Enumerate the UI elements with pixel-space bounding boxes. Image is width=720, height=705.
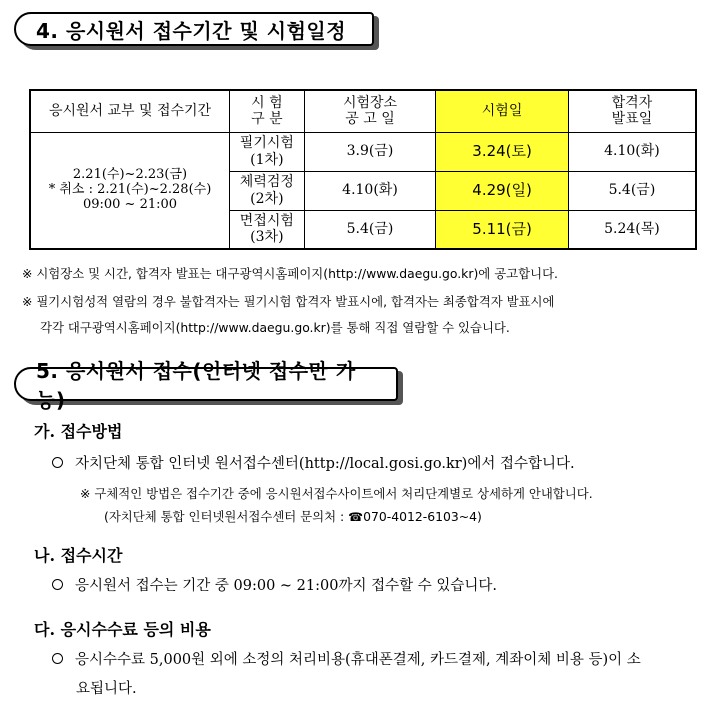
bullet-fee-text: 응시수수료 5,000원 외에 소정의 처리비용(휴대폰결제, 카드결제, 계좌이체 비용 등)이 소 (75, 652, 641, 668)
bullet-time (52, 574, 497, 595)
division-cell (230, 132, 305, 171)
period-line3: 09:00 ~ 21:00 (82, 196, 178, 212)
result-cell: 4.10(화) (568, 132, 696, 171)
section-5-title-text: 5. 응시원서 접수(인터넷 접수만 가능) (36, 359, 356, 412)
exam-date-cell: 3.24(토) (436, 132, 569, 171)
subheading-method: 가. 접수방법 (34, 422, 123, 441)
circle-bullet-icon (52, 653, 63, 664)
table-row (30, 132, 696, 171)
note-announcement: ※ 시험장소 및 시간, 합격자 발표는 대구광역시홈페이지(http://www.daegu.go.kr)에 공고합니다. (22, 266, 558, 281)
note-score-viewing-cont: 각각 대구광역시홈페이지(http://www.daegu.go.kr)를 통해 직접 열람할 수 있습니다. (40, 320, 510, 335)
note-contact (104, 507, 482, 525)
header-result-line2: 발표일 (611, 111, 653, 128)
note-contact-prefix: (자치단체 통합 인터넷원서접수센터 문의처 : (104, 509, 349, 524)
circle-bullet-icon (52, 457, 63, 468)
header-division (230, 90, 305, 132)
note-score-viewing: ※ 필기시험성적 열람의 경우 불합격자는 필기시험 합격자 발표시에, 합격자는 최종합격자 발표시에 (22, 294, 555, 309)
subheading-time: 나. 접수시간 (34, 546, 123, 565)
note-method-detail: ※ 구체적인 방법은 접수기간 중에 응시원서접수사이트에서 처리단계별로 상세하게 안내합니다. (80, 486, 593, 501)
division-line2: (1차) (250, 151, 284, 168)
header-exam-date: 시험일 (436, 90, 569, 132)
note-contact-phone: 070-4012-6103~4) (363, 509, 482, 524)
bullet-method-text: 자치단체 통합 인터넷 원서접수센터(http://local.gosi.go.kr)에서 접수합니다. (75, 456, 575, 472)
period-cell (30, 132, 230, 249)
division-line2: (3차) (250, 229, 284, 246)
division-cell (230, 171, 305, 210)
header-place-line1: 시험장소 (342, 95, 398, 112)
section-5-title (14, 359, 398, 412)
period-line2: * 취소 : 2.21(수)~2.28(수) (48, 181, 212, 197)
place-cell: 3.9(금) (304, 132, 436, 171)
place-cell: 5.4(금) (304, 210, 436, 249)
bullet-time-text: 응시원서 접수는 기간 중 09:00 ~ 21:00까지 접수할 수 있습니다. (75, 578, 497, 594)
division-line1: 체력검정 (239, 174, 294, 191)
header-place (304, 90, 436, 132)
header-result-line1: 합격자 (611, 95, 653, 112)
circle-bullet-icon (52, 579, 63, 590)
bullet-method (52, 452, 575, 473)
result-cell: 5.24(목) (568, 210, 696, 249)
bullet-fee (52, 648, 641, 669)
phone-icon: ☎ (348, 510, 364, 524)
section-4-title-text: 4. 응시원서 접수기간 및 시험일정 (36, 18, 347, 43)
table-header-row (30, 90, 696, 132)
division-cell (230, 210, 305, 249)
subheading-fee: 다. 응시수수료 등의 비용 (34, 620, 211, 639)
division-line1: 필기시험 (239, 135, 294, 152)
bullet-fee-cont: 요됩니다. (76, 681, 137, 697)
place-cell: 4.10(화) (304, 171, 436, 210)
header-period: 응시원서 교부 및 접수기간 (30, 90, 230, 132)
header-result (568, 90, 696, 132)
header-division-line2: 구 분 (251, 111, 283, 128)
division-line2: (2차) (250, 190, 284, 207)
exam-date-cell: 5.11(금) (436, 210, 569, 249)
result-cell: 5.4(금) (568, 171, 696, 210)
exam-schedule-table (29, 89, 697, 250)
section-4-title (14, 12, 374, 46)
period-line1: 2.21(수)~2.23(금) (72, 166, 188, 182)
header-place-line2: 공 고 일 (345, 111, 395, 128)
header-division-line1: 시 험 (251, 95, 283, 112)
exam-date-cell: 4.29(일) (436, 171, 569, 210)
division-line1: 면접시험 (239, 213, 294, 230)
